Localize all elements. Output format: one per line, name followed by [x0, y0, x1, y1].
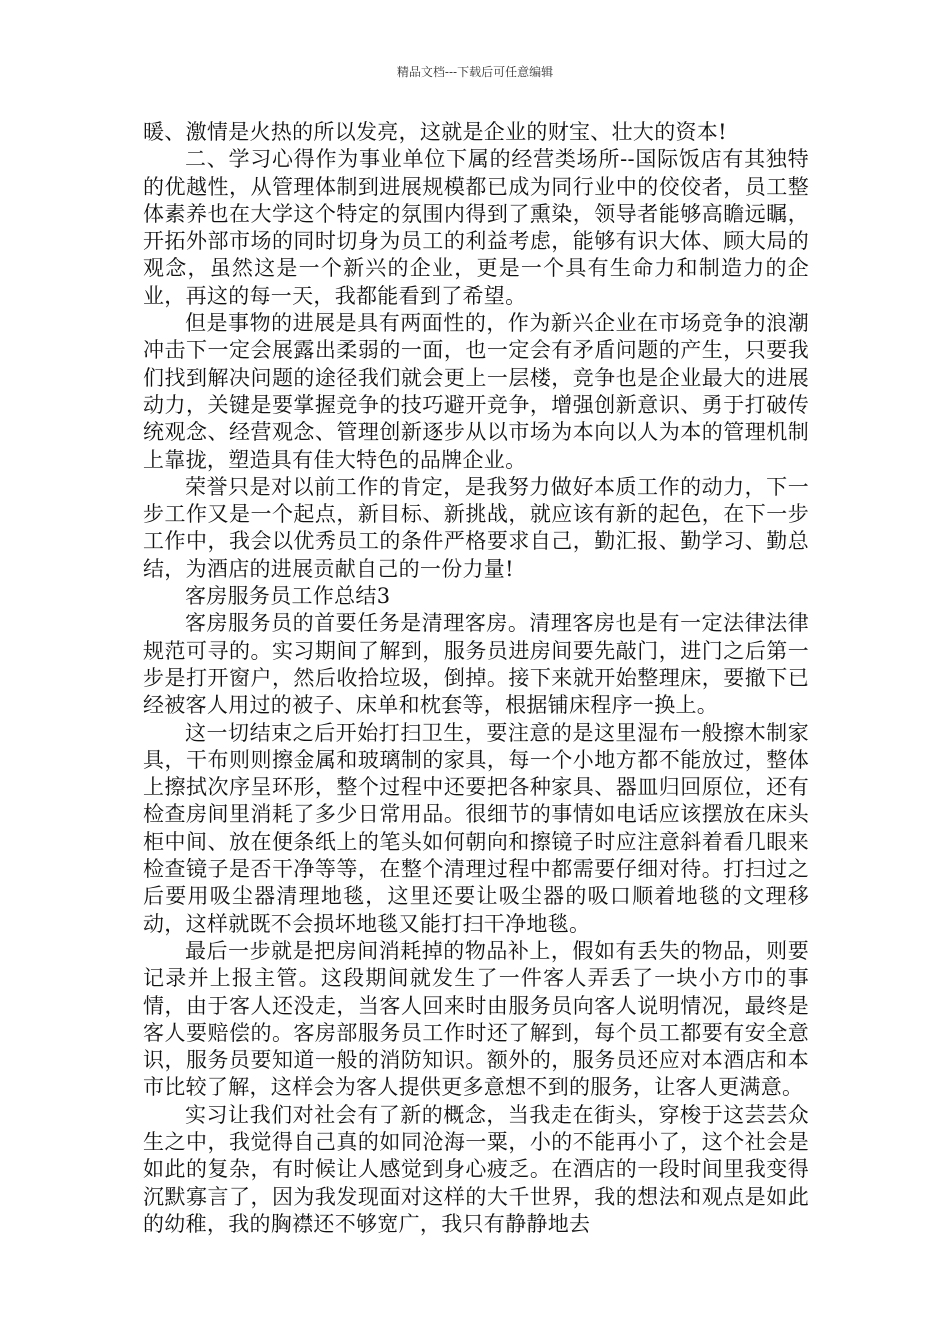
paragraph-continuation: 暖、激情是火热的所以发亮，这就是企业的财宝、壮大的资本!	[143, 120, 727, 144]
paragraph-restocking: 最后一步就是把房间消耗掉的物品补上，假如有丢失的物品，则要记录并上报主管。这段期间就发生了一件客人弄丢了一块小方巾的事情，由于客人还没走，当客人回来时由服务员向客人说明情况，最终是客人要赔偿的。客房部服务员工作时还了解到，每个员工都要有安全意识，服务员要知道一般的消防知识。额外的，服务员还应对本酒店和本市比较了解，这样会为客人提供更多意想不到的服务，让客人更满意。	[143, 938, 809, 1100]
document-body	[143, 119, 809, 1238]
paragraph-room-cleaning: 客房服务员的首要任务是清理客房。清理客房也是有一定法律法律规范可寻的。实习期间了解到，服务员进房间要先敲门，进门之后第一步是打开窗户，然后收拾垃圾，倒掉。接下来就开始整理床，要撤下已经被客人用过的被子、床单和枕套等，根据铺床程序一换上。	[143, 611, 809, 718]
paragraph-reflection: 实习让我们对社会有了新的概念，当我走在街头，穿梭于这芸芸众生之中，我觉得自己真的如同沧海一粟，小的不能再小了，这个社会是如此的复杂，有时候让人感觉到身心疲乏。在酒店的一段时间里我变得沉默寡言了，因为我发现面对这样的大千世界，我的想法和观点是如此的幼稚，我的胸襟还不够宽广，我只有静静地去	[143, 1102, 809, 1236]
paragraph-competition: 但是事物的进展是具有两面性的，作为新兴企业在市场竞争的浪潮冲击下一定会展露出柔弱的一面，也一定会有矛盾问题的产生，只要我们找到解决问题的途径我们就会更上一层楼，竞争也是企业最大的进展动力，关键是要掌握竞争的技巧避开竞争，增强创新意识、勇于打破传统观念、经营观念、管理创新逐步从以市场为本向以人为本的管理机制上靠拢，塑造具有佳大特色的品牌企业。	[143, 311, 809, 472]
paragraph-learning-experience: 二、学习心得作为事业单位下属的经营类场所--国际饭店有其独特的优越性，从管理体制到进展规模都已成为同行业中的佼佼者，员工整体素养也在大学这个特定的氛围内得到了熏染，领导者能够高瞻远瞩，开拓外部市场的同时切身为员工的利益考虑，能够有识大体、顾大局的观念，虽然这是一个新兴的企业，更是一个具有生命力和制造力的企业，再这的每一天，我都能看到了希望。	[143, 147, 809, 308]
page-header: 精品文档---下载后可任意编辑	[396, 65, 554, 79]
section-heading: 客房服务员工作总结3	[185, 584, 391, 609]
paragraph-honor: 荣誉只是对以前工作的肯定，是我努力做好本质工作的动力，下一步工作又是一个起点，新目标、新挑战，就应该有新的起色，在下一步工作中，我会以优秀员工的条件严格要求自己，勤汇报、勤学习、勤总结，为酒店的进展贡献自己的一份力量!	[143, 474, 809, 581]
paragraph-dusting: 这一切结束之后开始打扫卫生，要注意的是这里湿布一般擦木制家具，干布则则擦金属和玻璃制的家具，每一个小地方都不能放过，整体上擦拭次序呈环形，整个过程中还要把各种家具、器皿归回原位，还有检查房间里消耗了多少日常用品。很细节的事情如电话应该摆放在床头柜中间、放在便条纸上的笔头如何朝向和擦镜子时应注意斜着看几眼来检查镜子是否干净等等，在整个清理过程中都需要仔细对待。打扫过之后要用吸尘器清理地毯，这里还要让吸尘器的吸口顺着地毯的文理移动，这样就既不会损坏地毯又能打扫干净地毯。	[143, 720, 809, 936]
